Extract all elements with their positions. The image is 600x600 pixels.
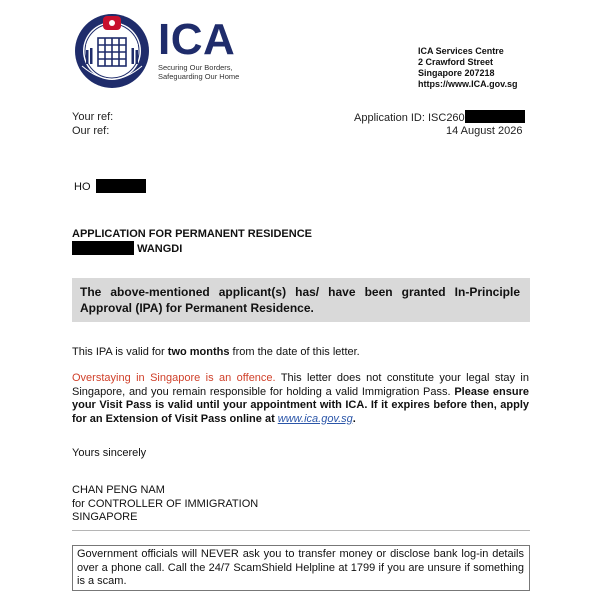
footer-divider [72,530,530,531]
application-id [354,110,525,125]
overstay-warning: Overstaying in Singapore is an offence. [72,372,276,384]
letter-date: 14 August 2026 [446,125,523,137]
recipient-name [74,179,146,193]
visit-pass-instruction: Please ensure your Visit Pass is valid until your appointment with ICA. If it expires before then, apply for an Extension of Visit Pass online at [72,385,529,425]
subject-title: APPLICATION FOR PERMANENT RESIDENCE [72,228,312,240]
validity-text-pre: This IPA is valid for [72,346,168,358]
redaction-bar [465,110,525,123]
salutation: Yours sincerely [72,447,147,459]
redaction-bar [72,241,134,255]
address-line-3: Singapore 207218 [418,68,495,78]
signatory-country: SINGAPORE [72,511,138,523]
ipa-approval-statement: The above-mentioned applicant(s) has/ have been granted In-Principle Approval (IPA) for Permanent Residence. [80,285,520,315]
office-address [418,46,518,90]
address-website: https://www.ICA.gov.sg [418,79,518,89]
applicant-name [72,241,312,256]
ica-wordmark: ICA [158,15,236,64]
signatory-role: for CONTROLLER OF IMMIGRATION [72,497,259,510]
validity-paragraph [72,346,529,360]
validity-period: two months [167,346,230,358]
address-line-1: ICA Services Centre [418,46,504,56]
tagline-line-1: Securing Our Borders, [158,63,233,72]
subject-heading [72,227,312,256]
your-ref-label: Your ref: [72,111,114,123]
validity-text-post: from the date of this letter. [229,346,360,358]
signatory-block [72,484,258,525]
ica-tagline [158,63,239,81]
legal-stay-notice: This letter does not constitute your legal stay in Singapore, and you remain responsible for holding a valid Immigration Pass. [72,372,529,398]
ica-website-link[interactable]: www.ica.gov.sg [277,412,353,425]
ica-emblem-logo [72,12,152,90]
signatory-name: CHAN PENG NAM [72,484,165,496]
address-line-2: 2 Crawford Street [418,57,494,67]
link-end-punctuation: . [352,412,356,425]
applicant-name-suffix: WANGDI [137,243,183,255]
tagline-line-2: Safeguarding Our Home [158,72,240,81]
redaction-bar [96,179,146,193]
application-id-label: Application ID: ISC260 [354,112,465,124]
scam-notice-text: Government officials will NEVER ask you to transfer money or disclose bank log-in details over a phone call. Call the 24/7 ScamShield Helpline at 1799 if you are unsure if something is a scam. [77,548,524,587]
recipient-surname: HO [74,181,91,193]
warning-paragraph [72,372,529,426]
our-ref-label: Our ref: [72,125,110,137]
